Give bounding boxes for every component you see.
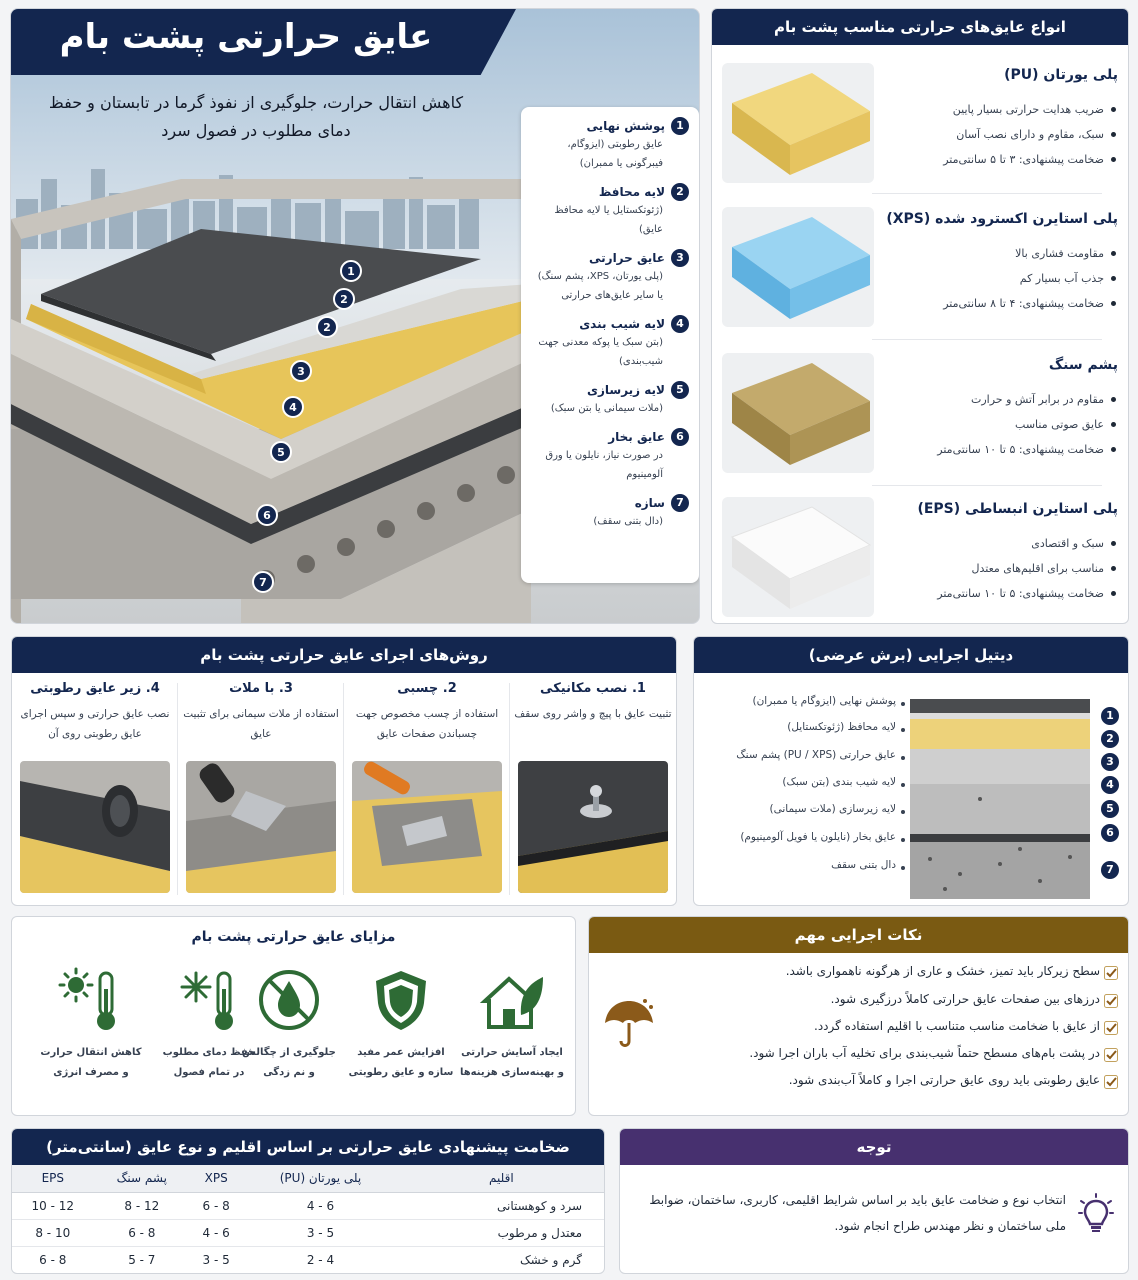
section-label: عایق بخار (نایلون یا فویل آلومینیوم) — [740, 831, 896, 843]
type-pu — [722, 63, 1118, 199]
hero-illustration — [10, 8, 700, 624]
table-cell: 5 - 7 — [94, 1246, 190, 1273]
section-label: عایق حرارتی (PU / XPS) پشم سنگ — [736, 749, 896, 761]
legend-desc: (پلی یورتان، XPS، پشم سنگ) یا سایر عایق‌های حرارتی — [537, 271, 663, 301]
legend-number: 5 — [671, 381, 689, 399]
legend-desc: (ملات سیمانی یا بتن سبک) — [550, 403, 663, 414]
type-bullet: مناسب برای اقلیم‌های معتدل — [890, 556, 1118, 581]
benefit-line2: در تمام فصول — [173, 1067, 245, 1078]
umbrella-icon — [601, 995, 657, 1051]
svg-text:4: 4 — [289, 401, 297, 414]
section-label: دال بتنی سقف — [831, 859, 896, 871]
type-bullet: عایق صوتی مناسب — [890, 412, 1118, 437]
legend-number: 6 — [671, 428, 689, 446]
column-header: EPS — [12, 1165, 94, 1192]
section-number: 1 — [1101, 707, 1119, 725]
method-title: 3. با ملات — [229, 681, 293, 696]
type-bullet: ضریب هدایت حرارتی بسیار پایین — [890, 97, 1118, 122]
layers-legend — [521, 107, 699, 583]
type-xps — [722, 207, 1118, 343]
check-icon — [1104, 994, 1118, 1008]
cross-section-diagram — [910, 699, 1090, 899]
check-icon — [1104, 1048, 1118, 1062]
svg-text:3: 3 — [297, 365, 305, 378]
type-title: پلی استایرن اکسترود شده (XPS) — [886, 211, 1118, 227]
legend-title: پوشش نهایی — [586, 119, 665, 133]
section-number: 2 — [1101, 730, 1119, 748]
type-bullet: ضخامت پیشنهادی: ۴ تا ۸ سانتی‌متر — [890, 291, 1118, 316]
method-mechanical — [510, 677, 676, 897]
lightbulb-icon — [1078, 1193, 1114, 1233]
section-label: لایه زیرسازی (ملات سیمانی) — [769, 803, 896, 815]
thickness-table-panel — [11, 1128, 605, 1274]
roof-layers-illustration — [11, 179, 531, 624]
tip-item: عایق رطوبتی باید روی عایق حرارتی اجرا و کاملاً آب‌بندی شود. — [788, 1073, 1100, 1087]
installation-methods-panel — [11, 636, 677, 906]
table-cell: 4 - 6 — [190, 1219, 242, 1246]
legend-desc: (ژئوتکستایل یا لایه محافظ عایق) — [554, 205, 663, 235]
legend-title: لایه شیب بندی — [579, 317, 665, 331]
svg-text:1: 1 — [347, 265, 355, 278]
section-number: 5 — [1101, 800, 1119, 818]
method-under-waterproofing — [12, 677, 178, 897]
table-cell: 6 - 8 — [94, 1219, 190, 1246]
benefit-item — [346, 967, 456, 1083]
legend-title: لایه زیرسازی — [587, 383, 665, 397]
tips-header: نکات اجرایی مهم — [589, 917, 1128, 953]
thickness-table — [12, 1165, 604, 1274]
table-cell: معتدل و مرطوب — [399, 1219, 604, 1246]
tip-item: در پشت بام‌های مسطح حتماً شیب‌بندی برای تخلیه آب باران اجرا شود. — [749, 1046, 1100, 1060]
table-cell: 3 - 5 — [242, 1219, 398, 1246]
svg-text:2: 2 — [323, 321, 331, 334]
table-cell: گرم و خشک — [399, 1246, 604, 1273]
mortar-application-image — [186, 761, 336, 893]
benefit-line2: سازه و عایق رطوبتی — [348, 1067, 454, 1078]
type-bullet: سبک و اقتصادی — [890, 531, 1118, 556]
svg-text:7: 7 — [259, 576, 267, 589]
thickness-header: ضخامت پیشنهادی عایق حرارتی بر اساس اقلیم و نوع عایق (سانتی‌متر) — [12, 1129, 604, 1165]
type-title: پلی استایرن انبساطی (EPS) — [917, 501, 1118, 517]
section-number: 7 — [1101, 861, 1119, 879]
benefits-title: مزایای عایق حرارتی پشت بام — [191, 929, 396, 945]
legend-desc: عایق رطوبتی (ایزوگام، فیبرگونی یا ممبران) — [567, 139, 663, 169]
legend-number: 1 — [671, 117, 689, 135]
legend-number: 4 — [671, 315, 689, 333]
legend-item — [531, 183, 689, 239]
benefit-item — [36, 967, 146, 1083]
table-row — [12, 1192, 604, 1219]
legend-title: عایق بخار — [608, 430, 665, 444]
type-bullet: مقاومت فشاری بالا — [890, 241, 1118, 266]
section-number: 3 — [1101, 753, 1119, 771]
eco-house-icon — [479, 967, 545, 1033]
section-label: لایه شیب بندی (بتن سبک) — [782, 776, 896, 788]
table-cell: 8 - 10 — [12, 1219, 94, 1246]
legend-number: 3 — [671, 249, 689, 267]
legend-item — [531, 381, 689, 418]
legend-item — [531, 494, 689, 531]
benefit-line2: و مصرف انرژی — [53, 1067, 129, 1078]
legend-number: 2 — [671, 183, 689, 201]
type-bullet: ضخامت پیشنهادی: ۵ تا ۱۰ سانتی‌متر — [890, 437, 1118, 462]
column-header: پشم سنگ — [94, 1165, 190, 1192]
sun-thermometer-icon — [58, 967, 124, 1033]
benefit-line1: کاهش انتقال حرارت — [40, 1047, 142, 1058]
type-title: پشم سنگ — [1048, 357, 1118, 373]
legend-item — [531, 315, 689, 371]
page-subtitle: کاهش انتقال حرارت، جلوگیری از نفوذ گرما در تابستان و حفظ دمای مطلوب در فصول سرد — [48, 93, 464, 140]
benefits-panel — [11, 916, 576, 1116]
type-title: پلی یورتان (PU) — [1004, 67, 1118, 83]
xps-board-image — [722, 207, 874, 327]
legend-title: لایه محافظ — [598, 185, 665, 199]
section-label: لایه محافظ (ژئوتکستایل) — [787, 721, 896, 733]
cross-section-panel — [693, 636, 1129, 906]
benefit-item — [154, 967, 264, 1083]
benefit-line2: و نم زدگی — [263, 1067, 315, 1078]
legend-item — [531, 117, 689, 173]
note-panel — [619, 1128, 1129, 1274]
note-text: انتخاب نوع و ضخامت عایق باید بر اساس شرایط اقلیمی، کاربری، ساختمان، ضوابط ملی ساختمان و نظر مهندس طراح انجام شود. — [649, 1193, 1066, 1233]
legend-desc: در صورت نیاز، نایلون یا ورق آلومینیوم — [545, 450, 663, 480]
method-desc: استفاده از ملات سیمانی برای تثبیت عایق — [183, 708, 339, 740]
column-header: XPS — [190, 1165, 242, 1192]
legend-desc: (دال بتنی سقف) — [593, 516, 663, 527]
mechanical-fixing-image — [518, 761, 668, 893]
method-desc: استفاده از چسب مخصوص جهت چسباندن صفحات عایق — [355, 708, 499, 740]
legend-item — [531, 428, 689, 484]
table-cell: 6 - 8 — [12, 1246, 94, 1273]
method-desc: نصب عایق حرارتی و سپس اجرای عایق رطوبتی روی آن — [20, 708, 170, 740]
section-number: 6 — [1101, 824, 1119, 842]
shield-icon — [368, 967, 434, 1033]
method-desc: تثبیت عایق با پیچ و واشر روی سقف — [514, 708, 672, 720]
column-header: اقلیم — [399, 1165, 604, 1192]
check-icon — [1104, 966, 1118, 980]
page-title: عایق حرارتی پشت بام — [59, 17, 433, 57]
insulation-types-panel — [711, 8, 1129, 624]
svg-text:2: 2 — [340, 293, 348, 306]
type-bullet: مقاوم در برابر آتش و حرارت — [890, 387, 1118, 412]
table-cell: 3 - 5 — [190, 1246, 242, 1273]
svg-text:5: 5 — [277, 446, 285, 459]
table-cell: 4 - 6 — [242, 1192, 398, 1219]
legend-title: عایق حرارتی — [589, 251, 665, 265]
benefit-line1: افزایش عمر مفید — [357, 1047, 445, 1058]
benefit-line1: حفظ دمای مطلوب — [162, 1047, 256, 1058]
legend-title: سازه — [634, 496, 665, 510]
table-cell: 2 - 4 — [242, 1246, 398, 1273]
types-header: انواع عایق‌های حرارتی مناسب پشت بام — [712, 9, 1128, 45]
legend-item — [531, 249, 689, 305]
rockwool-board-image — [722, 353, 874, 473]
methods-header: روش‌های اجرای عایق حرارتی پشت بام — [12, 637, 676, 673]
section-label: پوشش نهایی (ایزوگام یا ممبران) — [752, 695, 896, 707]
legend-desc: (بتن سبک یا پوکه معدنی جهت شیب‌بندی) — [538, 337, 663, 367]
type-bullet: جذب آب بسیار کم — [890, 266, 1118, 291]
svg-text:6: 6 — [263, 509, 271, 522]
table-row — [12, 1219, 604, 1246]
benefit-line2: و بهینه‌سازی هزینه‌ها — [459, 1067, 565, 1078]
type-rockwool — [722, 353, 1118, 489]
type-bullet: ضخامت پیشنهادی: ۳ تا ۵ سانتی‌متر — [890, 147, 1118, 172]
legend-number: 7 — [671, 494, 689, 512]
benefit-line1: جلوگیری از چگالش — [242, 1047, 336, 1058]
table-cell: 8 - 12 — [94, 1192, 190, 1219]
method-title: 2. چسبی — [397, 681, 457, 696]
type-eps — [722, 497, 1118, 624]
section-number: 4 — [1101, 776, 1119, 794]
type-bullet: سبک، مقاوم و دارای نصب آسان — [890, 122, 1118, 147]
method-adhesive — [344, 677, 510, 897]
note-header: توجه — [620, 1129, 1128, 1165]
no-drop-icon — [256, 967, 322, 1033]
execution-tips-panel — [588, 916, 1129, 1116]
adhesive-application-image — [352, 761, 502, 893]
check-icon — [1104, 1075, 1118, 1089]
waterproof-roll-image — [20, 761, 170, 893]
table-cell: 6 - 8 — [190, 1192, 242, 1219]
method-title: 4. زیر عایق رطوبتی — [30, 681, 160, 696]
snow-thermometer-icon — [176, 967, 242, 1033]
tip-item: از عایق با ضخامت مناسب متناسب با اقلیم استفاده گردد. — [814, 1019, 1100, 1033]
table-row — [12, 1246, 604, 1273]
section-header: دیتیل اجرایی (برش عرضی) — [694, 637, 1128, 673]
eps-board-image — [722, 497, 874, 617]
benefit-item — [457, 967, 567, 1083]
tip-item: درزهای بین صفحات عایق حرارتی کاملاً درزگیری شود. — [830, 992, 1100, 1006]
check-icon — [1104, 1021, 1118, 1035]
table-cell: سرد و کوهستانی — [399, 1192, 604, 1219]
method-title: 1. نصب مکانیکی — [540, 681, 646, 696]
benefit-line1: ایجاد آسایش حرارتی — [461, 1047, 563, 1058]
method-mortar — [178, 677, 344, 897]
tip-item: سطح زیرکار باید تمیز، خشک و عاری از هرگونه ناهمواری باشد. — [785, 964, 1100, 978]
type-bullet: ضخامت پیشنهادی: ۵ تا ۱۰ سانتی‌متر — [890, 581, 1118, 606]
pu-board-image — [722, 63, 874, 183]
table-cell: 10 - 12 — [12, 1192, 94, 1219]
column-header: پلی یورتان (PU) — [242, 1165, 398, 1192]
